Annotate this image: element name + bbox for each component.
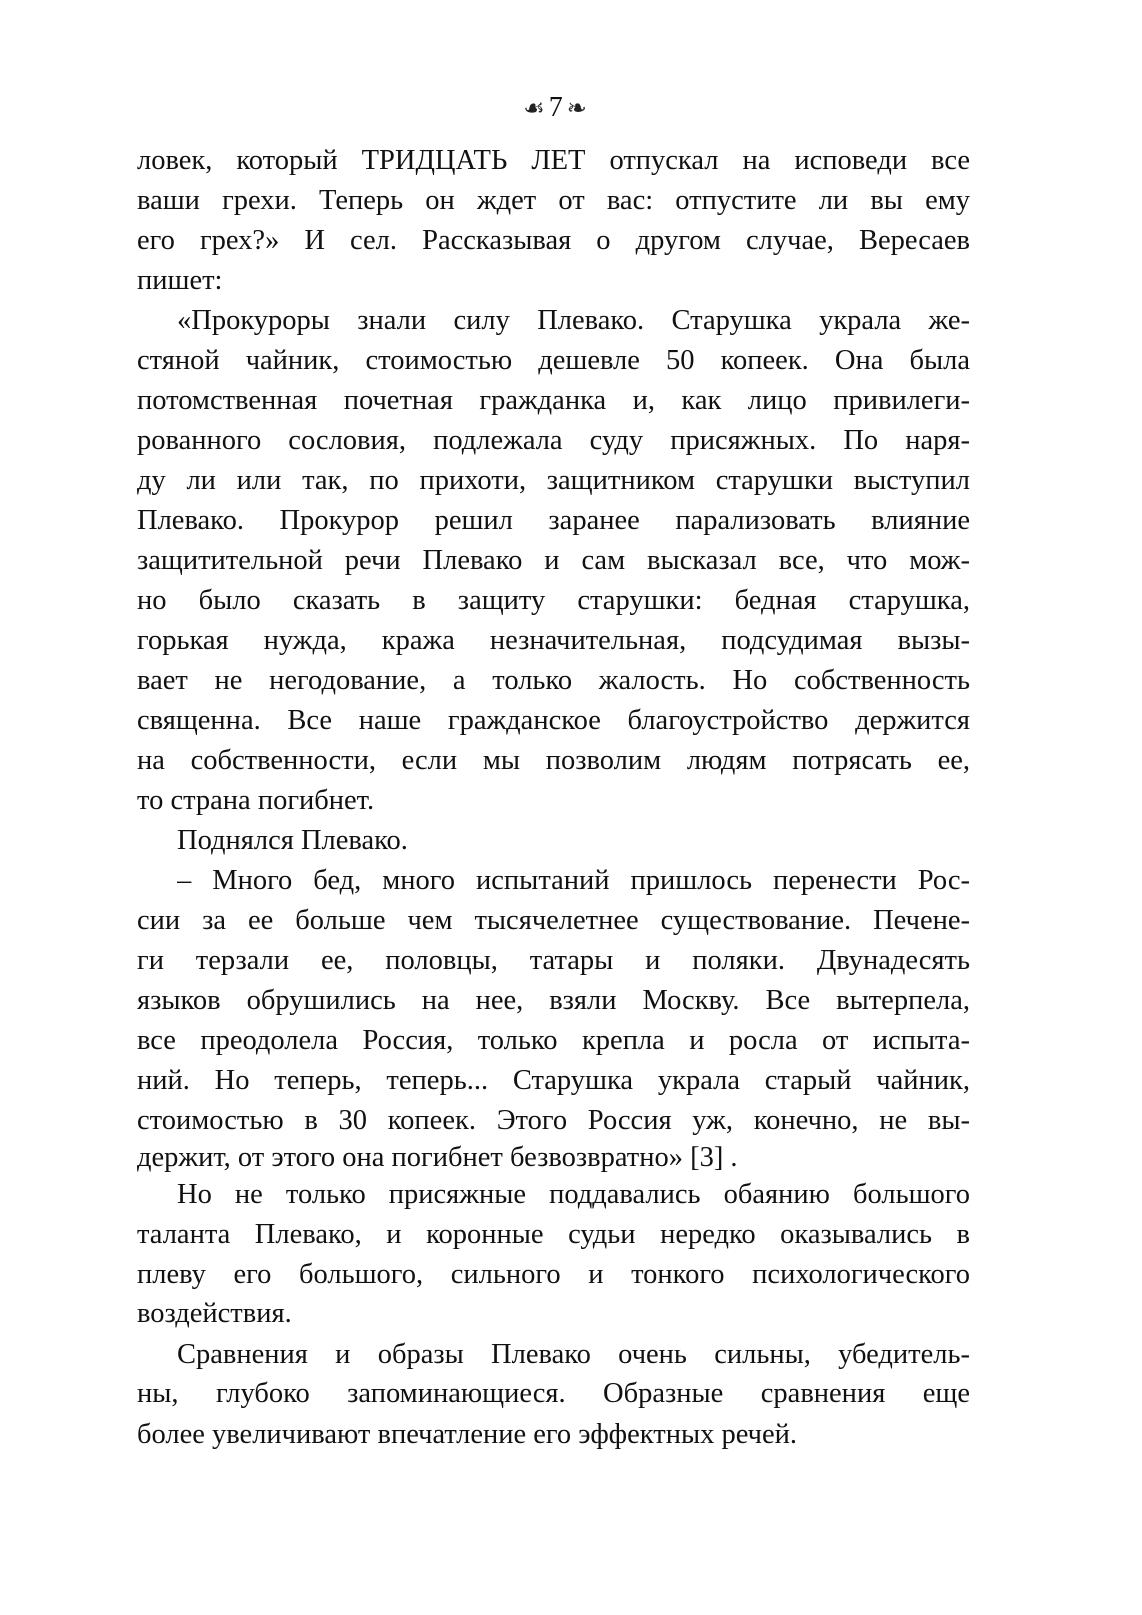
text-line: но было сказать в защиту старушки: бедная старушка, bbox=[137, 585, 970, 616]
text-line: – Много бед, много испытаний пришлось перенести Рос- bbox=[177, 865, 970, 896]
text-line: рованного сословия, подлежала суду присяжных. По наря- bbox=[137, 425, 970, 456]
text-line: его грех?» И сел. Рассказывая о другом случае, Вересаев bbox=[137, 225, 970, 256]
text-line: вает не негодование, а только жалость. Но собственность bbox=[137, 665, 970, 696]
text-line: стоимостью в 30 копеек. Этого Россия уж, конечно, не вы- bbox=[137, 1105, 970, 1136]
text-line: пишет: bbox=[137, 265, 223, 296]
text-line: Но не только присяжные поддавались обаянию большого bbox=[177, 1179, 970, 1210]
text-line: Поднялся Плевако. bbox=[177, 825, 408, 856]
text-line: ваши грехи. Теперь он ждет от вас: отпустите ли вы ему bbox=[137, 185, 970, 216]
text-line: таланта Плевако, и коронные судьи нередко оказывались в bbox=[137, 1219, 970, 1250]
text-line: то страна погибнет. bbox=[137, 785, 375, 816]
text-line: Плевако. Прокурор решил заранее парализовать влияние bbox=[137, 505, 970, 536]
text-line: плеву его большого, сильного и тонкого психологического bbox=[137, 1259, 970, 1290]
text-line: ны, глубоко запоминающиеся. Образные сравнения еще bbox=[137, 1378, 970, 1409]
text-line: ловек, который ТРИДЦАТЬ ЛЕТ отпускал на исповеди все bbox=[137, 145, 970, 176]
text-line: защитительной речи Плевако и сам высказал все, что мож- bbox=[137, 545, 970, 576]
text-line: потомственная почетная гражданка и, как лицо привилеги- bbox=[137, 385, 970, 416]
text-line: Сравнения и образы Плевако очень сильны, убедитель- bbox=[177, 1339, 970, 1370]
text-line: горькая нужда, кража незначительная, подсудимая вызы- bbox=[137, 625, 970, 656]
text-line: «Прокуроры знали силу Плевако. Старушка украла же- bbox=[177, 305, 970, 336]
text-line: все преодолела Россия, только крепла и росла от испыта- bbox=[137, 1025, 970, 1056]
right-ornament-icon: ❧ bbox=[566, 96, 587, 122]
text-line: стяной чайник, стоимостью дешевле 50 копеек. Она была bbox=[137, 345, 970, 376]
text-line: держит, от этого она погибнет безвозвратно» [3] . bbox=[137, 1142, 738, 1173]
text-line: ду ли или так, по прихоти, защитником старушки выступил bbox=[137, 465, 970, 496]
page-number-header bbox=[0, 88, 1110, 129]
text-line: воздействия. bbox=[137, 1298, 292, 1329]
text-line: языков обрушились на нее, взяли Москву. Все вытерпела, bbox=[137, 985, 970, 1016]
text-line: священна. Все наше гражданское благоустройство держится bbox=[137, 705, 970, 736]
left-ornament-icon: ☙ bbox=[523, 96, 545, 122]
text-line: ги терзали ее, половцы, татары и поляки. Двунадесять bbox=[137, 945, 970, 976]
text-line: на собственности, если мы позволим людям потрясать ее, bbox=[137, 745, 970, 776]
text-line: более увеличивают впечатление его эффектных речей. bbox=[137, 1419, 798, 1450]
text-line: сии за ее больше чем тысячелетнее существование. Печене- bbox=[137, 905, 970, 936]
text-line: ний. Но теперь, теперь... Старушка украла старый чайник, bbox=[137, 1065, 970, 1096]
page-number: 7 bbox=[548, 92, 563, 123]
